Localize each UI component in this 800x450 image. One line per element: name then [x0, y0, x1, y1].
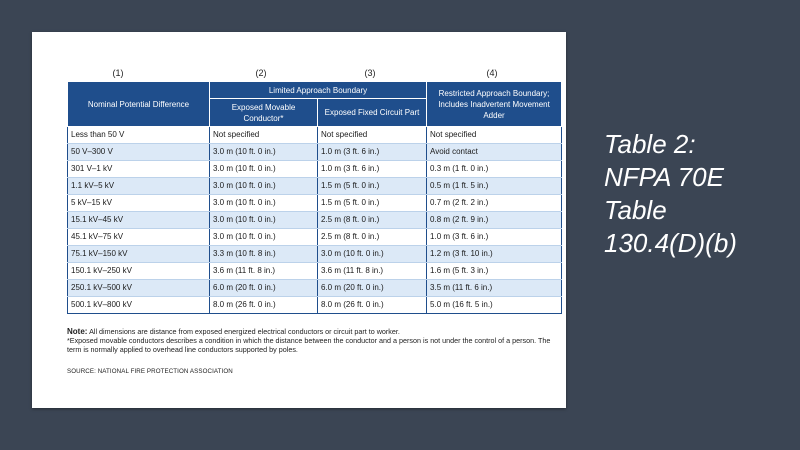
table-cell-col2: 3.0 m (10 ft. 0 in.) [210, 161, 318, 178]
note-line-2: *Exposed movable conductors describes a condition in which the distance between the conductor and a person is not under the control of a person. The term is normally applied to overhead line conductors supported by poles. [67, 336, 551, 354]
table-cell-col3: 8.0 m (26 ft. 0 in.) [318, 297, 427, 314]
table-cell-col2: 6.0 m (20 ft. 0 in.) [210, 280, 318, 297]
caption-line-3: Table [604, 195, 667, 225]
table-cell-col3: Not specified [318, 127, 427, 144]
table-cell-col3: 6.0 m (20 ft. 0 in.) [318, 280, 427, 297]
table-cell-col2: 3.0 m (10 ft. 0 in.) [210, 212, 318, 229]
table-body [68, 127, 562, 314]
table-cell-col3: 2.5 m (8 ft. 0 in.) [318, 212, 427, 229]
note-line-1: All dimensions are distance from exposed energized electrical conductors or circuit part to worker. [89, 327, 400, 336]
table-cell-col1: 1.1 kV–5 kV [68, 178, 210, 195]
table-row [68, 195, 562, 212]
header-exposed-fixed-circuit-part: Exposed Fixed Circuit Part [318, 99, 427, 127]
table-cell-col4: 0.8 m (2 ft. 9 in.) [427, 212, 562, 229]
table-cell-col2: Not specified [210, 127, 318, 144]
table-cell-col1: 5 kV–15 kV [68, 195, 210, 212]
table-row [68, 212, 562, 229]
table-cell-col3: 3.0 m (10 ft. 0 in.) [318, 246, 427, 263]
table-cell-col4: 1.6 m (5 ft. 3 in.) [427, 263, 562, 280]
table-row [68, 297, 562, 314]
table-cell-col4: 5.0 m (16 ft. 5 in.) [427, 297, 562, 314]
table-cell-col1: 150.1 kV–250 kV [68, 263, 210, 280]
approach-boundary-table [67, 81, 562, 314]
table-cell-col2: 8.0 m (26 ft. 0 in.) [210, 297, 318, 314]
table-cell-col4: 1.2 m (3 ft. 10 in.) [427, 246, 562, 263]
table-row [68, 246, 562, 263]
table-row [68, 280, 562, 297]
table-cell-col4: Not specified [427, 127, 562, 144]
table-cell-col4: 0.5 m (1 ft. 5 in.) [427, 178, 562, 195]
header-restricted-approach-boundary: Restricted Approach Boundary; Includes Inadvertent Movement Adder [427, 82, 562, 127]
column-number-1: (1) [112, 68, 124, 78]
table-card [32, 32, 566, 408]
table-row [68, 144, 562, 161]
table-cell-col2: 3.6 m (11 ft. 8 in.) [210, 263, 318, 280]
slide-caption [604, 128, 794, 260]
table-cell-col3: 1.5 m (5 ft. 0 in.) [318, 178, 427, 195]
table-cell-col4: 3.5 m (11 ft. 6 in.) [427, 280, 562, 297]
table-cell-col4: 0.7 m (2 ft. 2 in.) [427, 195, 562, 212]
column-number-4: (4) [486, 68, 498, 78]
column-numbers [67, 68, 561, 80]
table-cell-col3: 3.6 m (11 ft. 8 in.) [318, 263, 427, 280]
table-notes [67, 327, 561, 354]
table-cell-col3: 2.5 m (8 ft. 0 in.) [318, 229, 427, 246]
header-nominal-potential: Nominal Potential Difference [68, 82, 210, 127]
caption-line-4: 130.4(D)(b) [604, 228, 737, 258]
table-cell-col2: 3.0 m (10 ft. 0 in.) [210, 195, 318, 212]
column-number-3: (3) [364, 68, 376, 78]
table-cell-col3: 1.0 m (3 ft. 6 in.) [318, 144, 427, 161]
table-cell-col4: Avoid contact [427, 144, 562, 161]
caption-line-1: Table 2: [604, 129, 696, 159]
table-cell-col4: 0.3 m (1 ft. 0 in.) [427, 161, 562, 178]
table-row [68, 161, 562, 178]
table-row [68, 263, 562, 280]
source-credit: SOURCE: NATIONAL FIRE PROTECTION ASSOCIATION [67, 368, 233, 375]
table-row [68, 178, 562, 195]
table-cell-col1: 50 V–300 V [68, 144, 210, 161]
table-cell-col3: 1.5 m (5 ft. 0 in.) [318, 195, 427, 212]
table-cell-col1: 250.1 kV–500 kV [68, 280, 210, 297]
table-cell-col2: 3.3 m (10 ft. 8 in.) [210, 246, 318, 263]
header-exposed-movable-conductor: Exposed Movable Conductor* [210, 99, 318, 127]
table-cell-col2: 3.0 m (10 ft. 0 in.) [210, 144, 318, 161]
table-cell-col1: 301 V–1 kV [68, 161, 210, 178]
header-limited-approach-boundary: Limited Approach Boundary [210, 82, 427, 99]
note-label: Note: [67, 327, 88, 336]
column-number-2: (2) [255, 68, 267, 78]
table-row [68, 127, 562, 144]
caption-line-2: NFPA 70E [604, 162, 724, 192]
table-cell-col1: 75.1 kV–150 kV [68, 246, 210, 263]
table-cell-col1: Less than 50 V [68, 127, 210, 144]
table-cell-col1: 15.1 kV–45 kV [68, 212, 210, 229]
table-cell-col1: 45.1 kV–75 kV [68, 229, 210, 246]
table-cell-col2: 3.0 m (10 ft. 0 in.) [210, 229, 318, 246]
table-cell-col2: 3.0 m (10 ft. 0 in.) [210, 178, 318, 195]
table-cell-col4: 1.0 m (3 ft. 6 in.) [427, 229, 562, 246]
table-cell-col3: 1.0 m (3 ft. 6 in.) [318, 161, 427, 178]
table-cell-col1: 500.1 kV–800 kV [68, 297, 210, 314]
table-row [68, 229, 562, 246]
